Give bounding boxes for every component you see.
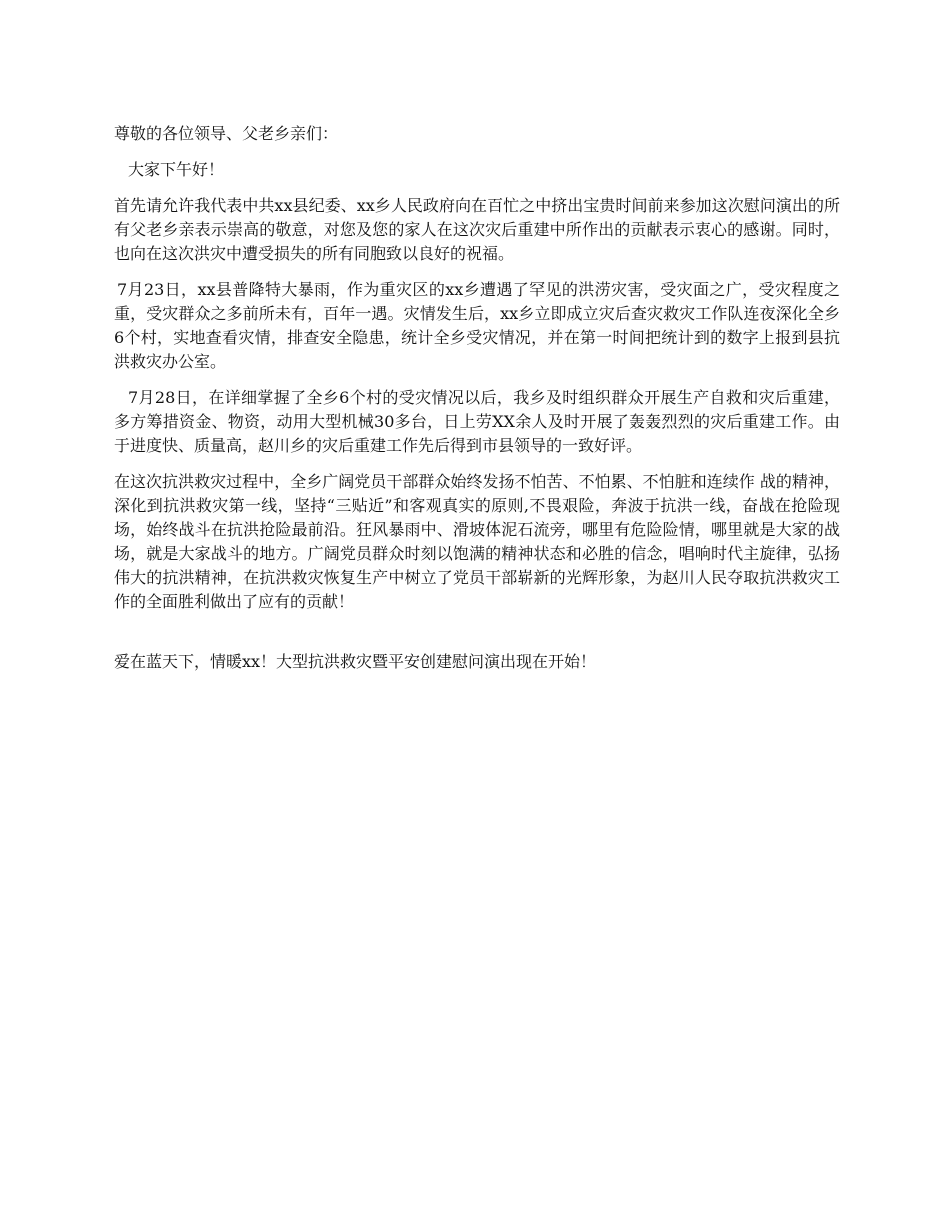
closing-line: 爱在蓝天下，情暖xx！大型抗洪救灾暨平安创建慰问演出现在开始！ — [114, 652, 597, 671]
paragraph-intro: 首先请允许我代表中共xx县纪委、xx乡人民政府向在百忙之中挤出宝贵时间前来参加这次慰问演出的所有父老乡亲表示崇高的敬意，对您及您的家人在这次灾后重建中所作出的贡献表示衷心的感谢。同时，也向在这次洪灾中遭受损失的所有同胞致以良好的祝福。 — [114, 196, 840, 263]
paragraph-july-28: 7月28日，在详细掌握了全乡6个村的受灾情况以后，我乡及时组织群众开展生产自救和灾后重建，多方筹措资金、物资，动用大型机械30多台，日上劳XX余人及时开展了轰轰烈烈的灾后重建工作。由于进度快、质量高，赵川乡的灾后重建工作先后得到市县领导的一致好评。 — [114, 388, 840, 455]
paragraph-july-23: 7月23日，xx县普降特大暴雨，作为重灾区的xx乡遭遇了罕见的洪涝灾害，受灾面之广，受灾程度之重，受灾群众之多前所未有，百年一遇。灾情发生后，xx乡立即成立灾后查灾救灾工作队连夜深化全乡6个村，实地查看灾情，排查安全隐患，统计全乡受灾情况，并在第一时间把统计到的数字上报到县抗洪救灾办公室。 — [114, 280, 840, 371]
paragraph-flood-relief: 在这次抗洪救灾过程中，全乡广阔党员干部群众始终发扬不怕苦、不怕累、不怕脏和连续作 战的精神，深化到抗洪救灾第一线，坚持“三贴近”和客观真实的原则,不畏艰险，奔波于抗洪一线，奋战在抢险现场，始终战斗在抗洪抢险最前沿。狂风暴雨中、滑坡体泥石流旁，哪里有危险险情，哪里就是大家的战场，就是大家战斗的地方。广阔党员群众时刻以饱满的精神状态和必胜的信念，唱响时代主旋律，弘扬伟大的抗洪精神，在抗洪救灾恢复生产中树立了党员干部崭新的光辉形象，为赵川人民夺取抗洪救灾工作的全面胜利做出了应有的贡献！ — [114, 472, 840, 611]
document-body — [114, 122, 840, 686]
greeting: 大家下午好！ — [128, 160, 225, 179]
salutation: 尊敬的各位领导、父老乡亲们： — [114, 124, 339, 143]
